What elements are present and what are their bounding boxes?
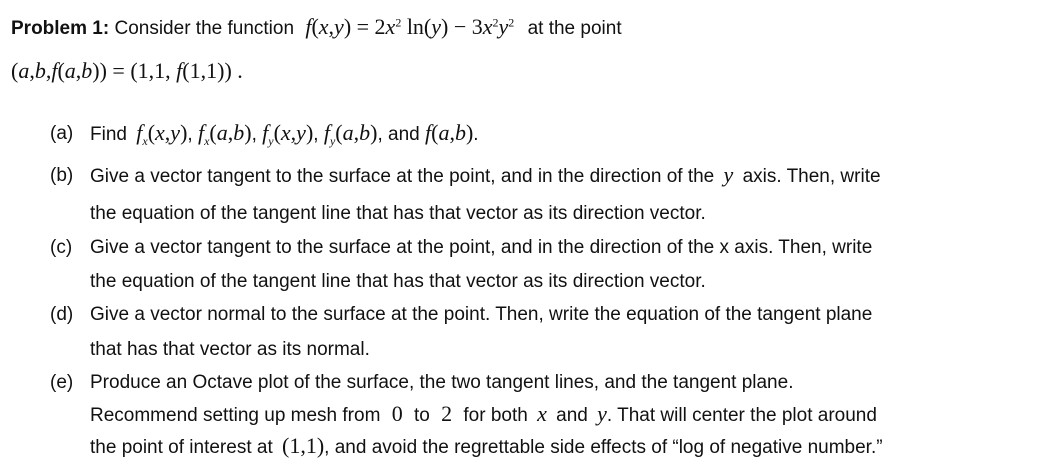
- at-the-point-text: at the point: [527, 18, 622, 39]
- part-e-line-1: Produce an Octave plot of the surface, the two tangent lines, and the tangent plane.: [90, 372, 794, 393]
- part-b-line-2: the equation of the tangent line that has that vector as its direction vector.: [90, 203, 706, 224]
- part-e-line-3: the point of interest at (1,1), and avoid the regrettable side effects of “log of negative number.”: [90, 433, 883, 458]
- part-c-label: (c): [50, 237, 73, 258]
- part-e-line-2: Recommend setting up mesh from 0 to 2 for both x and y. That will center the plot around: [90, 401, 877, 426]
- part-d-label: (d): [50, 304, 74, 325]
- part-e-label: (e): [50, 372, 74, 393]
- part-b-label: (b): [50, 165, 74, 186]
- part-d-line-2: that has that vector as its normal.: [90, 339, 370, 360]
- part-a-label: (a): [50, 123, 74, 144]
- problem-label: Problem 1:: [11, 18, 110, 39]
- problem-intro: Consider the function: [114, 18, 295, 39]
- part-a-text: Find $f_x(x,y)$, $f_x(a,b)$, $f_y(x,y)$, $f_y(a,b)$, and f(a,b).: [90, 120, 479, 148]
- part-b-line-1: Give a vector tangent to the surface at the point, and in the direction of the y axis. Then, write: [90, 162, 881, 187]
- function-expression: f: [305, 14, 312, 39]
- part-c-line-1: Give a vector tangent to the surface at the point, and in the direction of the x axis. Then, write: [90, 237, 873, 258]
- problem-heading-line-1: Problem 1: Consider the function $f(x,y) = 2x^2$ $\ln(y) - 3x^2y^2$ at the point: [11, 14, 622, 39]
- part-d-line-1: Give a vector normal to the surface at the point. Then, write the equation of the tangent plane: [90, 304, 873, 325]
- problem-heading-line-2: [11, 58, 243, 84]
- point-expression: (a,b,f(a,b)) = (1,1, f(1,1)) .: [11, 58, 243, 83]
- part-c-line-2: the equation of the tangent line that has that vector as its direction vector.: [90, 271, 706, 292]
